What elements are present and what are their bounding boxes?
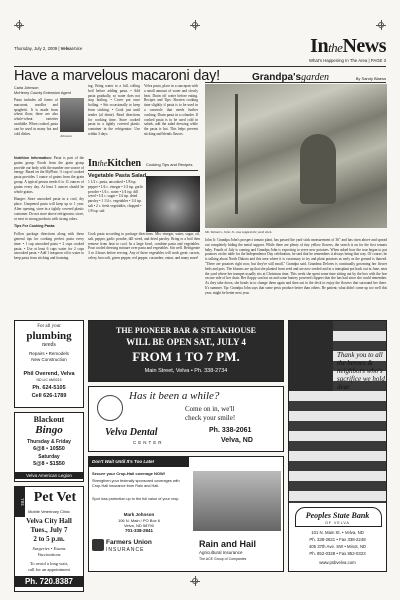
article-headline: Have a marvelous macaroni day!: [14, 68, 220, 84]
article-column-2: ing. Bring water to a full, rolling boil before adding pasta. • Add pasta gradually, so water does not stop boiling. • Cover pot once boiling. • Stir occasionally to keep from sticking. • Cook just until tender (al dente). Read directions for cooking time. Store cooked pasta in a tightly covered plastic container in the refrigerator. Use within 3 days.: [88, 84, 140, 136]
registration-mark-icon: [14, 20, 24, 30]
article-column-3: Velva pasta, place in a saucepan with a small amount of water and slowly heat. Drain off water before eating. Recipes and Tips: Shorten cooking time slightly if pasta is to be used in a casserole that needs further cooking. Drain pasta in a colander. If cooked pasta is to be used cold in salads, add the salad dressing while the pasta is hot. This helps prevent sticking and blends flavors.: [144, 84, 198, 136]
insurance-photo: [193, 471, 281, 531]
farmers-union-logo-icon: [92, 539, 104, 551]
recipe-photo: [146, 176, 200, 232]
folio-paper: Velva: [60, 46, 72, 51]
plumbing-ad: For all your plumbing needs Repairs • Remodels New Construction Phil Overend, Velva ND LIC #M0215 Ph. 624-5105 Cell 626-1789: [14, 320, 84, 408]
kitchen-rule: [88, 170, 198, 171]
grandpa-article-text: John Jr. Grandpa John's prospect tomato plant, has passed the yard stick measurement of 36" and has risen above and spread out completely hiding the metal support. While there are plenty of tiny yellow flowers, the search is on for the first tomato baby. Fourth of July is coming and Grandpa John is expecting to serve new potatoes. When asked how the tour began to put potatoes on the table for the Independence Day celebration, he said that he remembers it always being that way. Of course, he is talking about North Dakota and this area where it is customary to try and plant potatoes as early as the ground is thawed. "There are potatoes right now, but they're still small," Grandpa said. Grandma Delores is continually grooming her flower beds and pots. The blooms are up that she planted from seed and are now seeded and in a transplant pot back out in June, near the yard where her trumpet usually sits at Christmas time. This week she spent some time sitting out by the box with the hoe on one side of her chair. Her floppy sun hat on and some battery powered clippers that she has had since she could remember. As they take down, she heads in to change them again and then out to the deck to enjoy the flowers that surround her there. It's summer. Tip: Grandpa John says that some pests produce better than others. Be patient; what didn't come up too well this year, might be better next year.: [205, 238, 387, 295]
garden-photo-caption: Mr. Talmers, John Jr., has topped the yard stick.: [205, 230, 273, 234]
author-photo-caption: Johnson: [60, 134, 72, 138]
dental-ad: Has it been a while? Come on in, we'll check your smile! Velva Dental CENTER Ph. 338-2061 Velva, ND: [88, 386, 284, 452]
folio-paper-accent: Voice: [71, 46, 83, 51]
article-byline: Carla Johnson McHenry County Extension Agent: [14, 86, 71, 95]
garden-photo: [205, 84, 387, 228]
recipe-ingredients: 1 1/2 c. pasta, uncooked • 1/8 tsp. pepper • 1/4 c. vinegar • 1/2 tsp. garlic powder • 1/4 c. water • 1/4 tsp. dill weed • 1/4 c. sugar • 1/4 tsp. dried parsley • 1 1/4 c. vegetables • 1/4 tsp. salt • 2 c. fresh vegetables, chopped • 1/8 tsp. salt: [88, 180, 144, 213]
kitchen-section-logo: IntheKitchen: [88, 158, 142, 169]
registration-mark-icon: [190, 576, 200, 586]
bank-website-link[interactable]: www.psbvelva.com: [319, 560, 356, 565]
grandpa-byline: By Sandy Blaess: [355, 76, 386, 81]
author-photo: [60, 98, 84, 132]
recipe-directions: Cook pasta according to package directions. Mix vinegar, water, sugar, oil, salt, pepper, garlic powder, dill weed, and dried parsley. Bring to a boil then remove from heat to cool. In a large bowl, combine pasta and vegetables. Pour cooled dressing mixture over pasta and vegetables. Stir well. Refrigerate 3 or 4 hours before serving. Any of these vegetables will work great: carrots, celery, broccoli, green pepper, red pepper, cucumber, onion, and many more!: [88, 232, 200, 260]
grandpa-garden-title: Grandpa'sgarden: [252, 72, 330, 83]
section-masthead: [309, 36, 386, 63]
registration-mark-icon: [190, 20, 200, 30]
bank-ad: Thank you to all the heroes & neighbors who's sacrifice we hold dear Peoples State Bank OF VELVA 101 N. Main St. • Velva, ND Ph. 338-2821 • Fax 338-2248 405 37th Ave. SW • Minot, ND Ph. 852-0328 • Fax 852-0323 www.psbvelva.com: [288, 320, 387, 572]
article-column-1a: Pasta includes all forms of macaroni, noodles and spaghetti. It is made from wheat flour; there are also whole-wheat varieties available. When cooked, pasta can be used in many hot and cold dishes.: [14, 98, 58, 136]
bingo-ad: Blackout Bingo Thursday & Friday 6@8 • 10$50 Saturday 5@8 • $1$50 Velva American Legion: [14, 412, 84, 482]
masthead-tagline: What's Happening In The Area | PAGE 3: [308, 58, 386, 63]
tooth-icon: [97, 395, 123, 421]
registration-mark-icon: [376, 20, 386, 30]
folio: Thursday, July 2, 2009 | VelvaVoice: [14, 46, 83, 51]
masthead-logo: IntheNews: [310, 35, 386, 57]
steakhouse-ad: THE PIONEER BAR & STEAKHOUSE WILL BE OPEN SAT., JULY 4 FROM 1 TO 7 PM. Main Street, Velva • Ph. 338-2734: [88, 320, 284, 382]
flag-tribute-text: Thank you to all the heroes & neighbors who's sacrifice we hold dear: [337, 351, 385, 391]
kitchen-tagline: Cooking Tips and Recipes: [146, 162, 193, 167]
folio-date: Thursday, July 2, 2009: [14, 46, 58, 51]
grandpa-rule: [205, 82, 386, 83]
insurance-ad: Don't Wait Until It's Too Late! Secure your Crop-Hail coverage NOW! Strengthen your federally sponsored coverages with Crop-Hail insurance from Rain and Hail. Spot loss protection up to the full value of your crop. Mark Johnson 106 N. Main / PO Box 6 Velva, ND 58790 701-338-2841 Farmers Union INSURANCE Rain and Hail Agricultural Insurance The ACE Group of Companies: [88, 456, 284, 572]
recipe-title: Vegetable Pasta Salad: [88, 173, 147, 179]
pet-vet-ad: THE Pet Vet Mobile Veterinary Clinic Velva City Hall Tues., July 7 2 to 5 p.m. Surgeries • Exams Vaccinations To avoid a long wait, call for an appointment Ph. 720.8387: [14, 486, 84, 592]
header-rule: [14, 66, 386, 67]
article-column-1b: Nutrition Information: Pasta is part of the grains group. Foods from the grain group provide our body with the number one source of energy. Based on the MyPlate, ½ cup of cooked pasta provides 1 ounce of grains from the grain group. A typical person needs 6 to 11 ounces of grains every day. At least 3 ounces should be whole grains. Hunger: Store uncooked pasta in a cool, dry place. Unopened pasta will keep up to 1 year. After opening, store in a tightly covered plastic container. Do not store above refrigerator, stove, or next to strong products with strong odors. Tips For Cooking Pasta: Follow package directions along with these general tips for cooking perfect pasta every time: • 1 cup uncooked pasta = 2 cups cooked pasta. • Use at least 6 cups water for 2 cups uncooked pasta. • Add 1 teaspoon oil to water to keep pasta from sticking and foaming.: [14, 156, 84, 261]
